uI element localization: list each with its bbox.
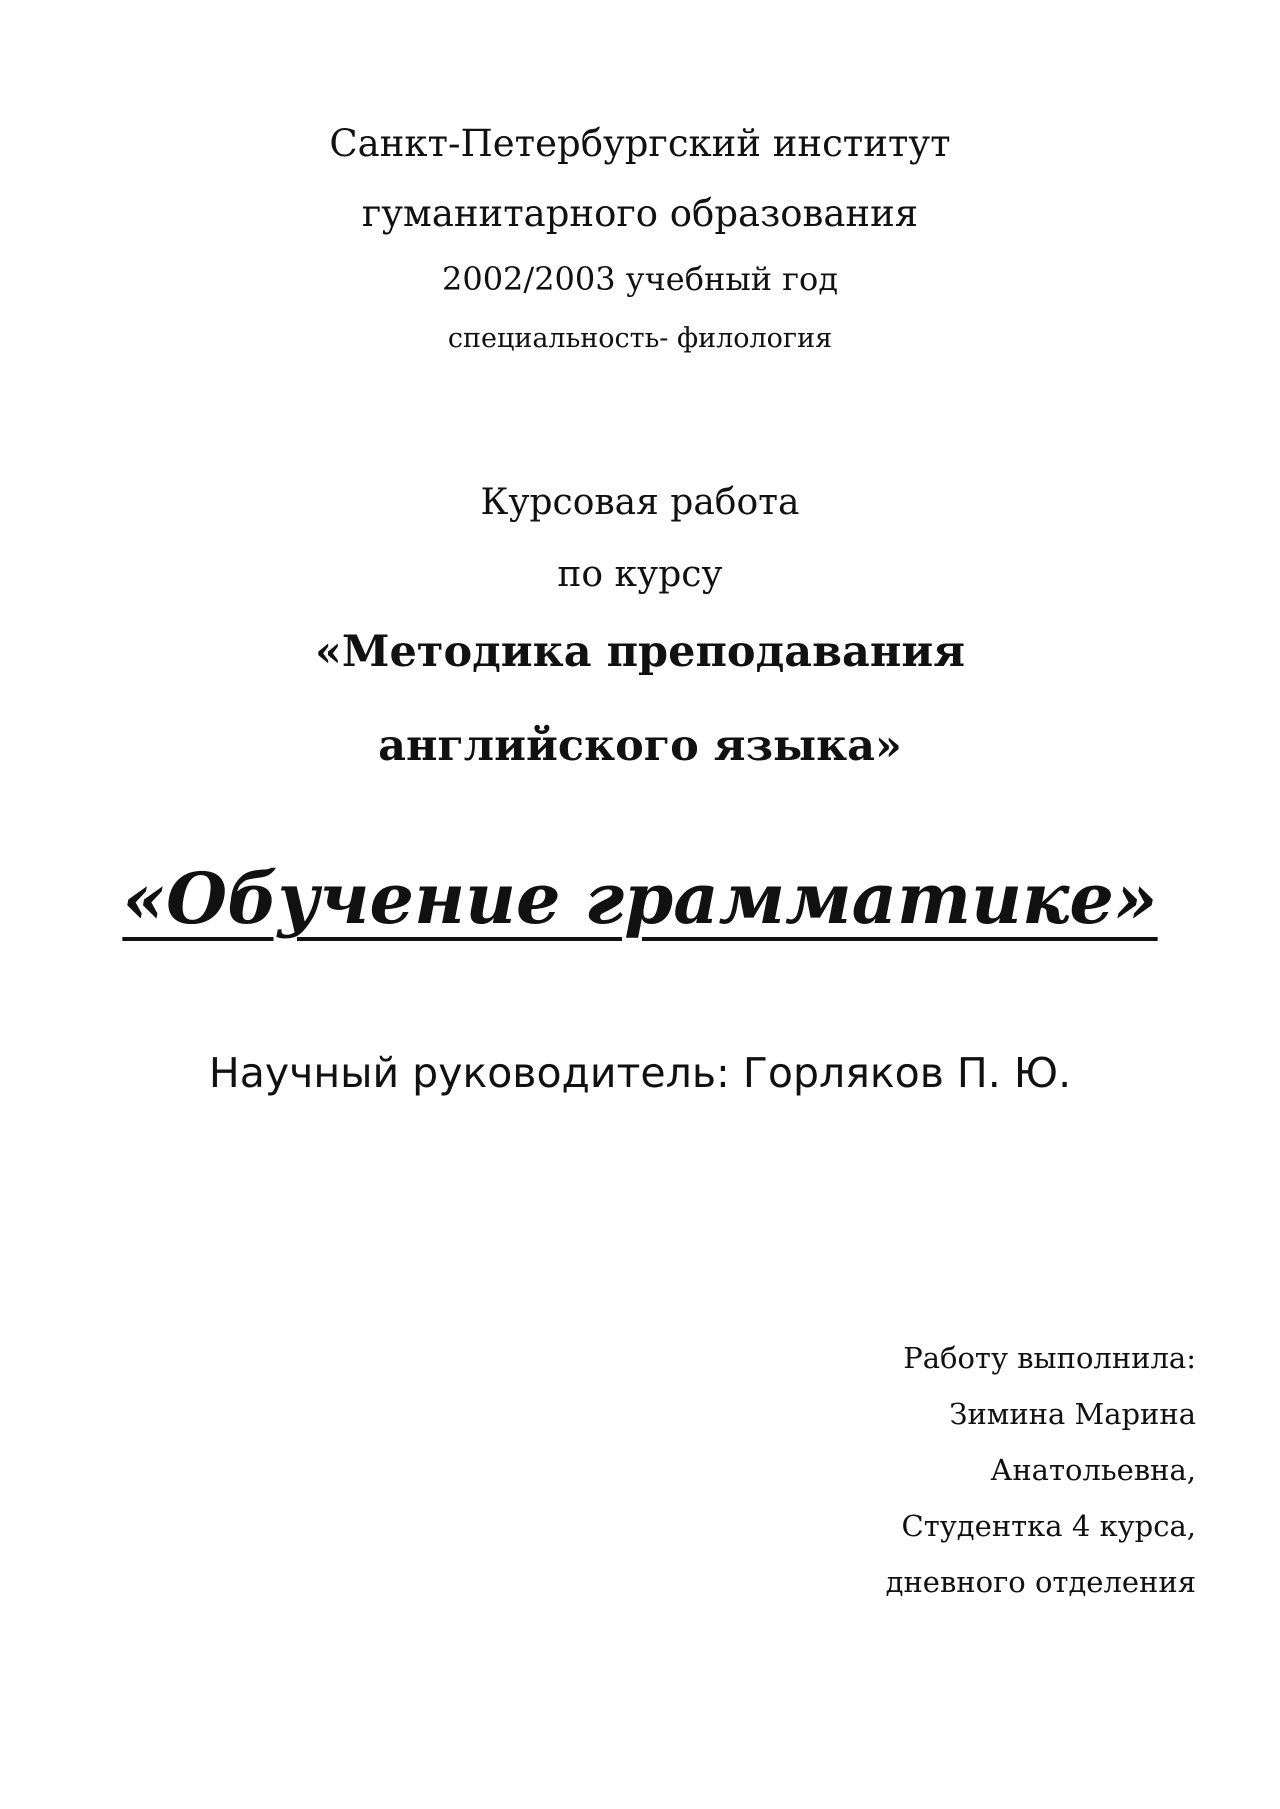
author-label: Работу выполнила: [903, 1341, 1196, 1375]
course-title-line2: английского языка» [378, 721, 902, 771]
author-student-year: Студентка 4 курса, [901, 1509, 1196, 1543]
work-type: Курсовая работа [480, 482, 800, 523]
topic-heading [0, 857, 1280, 941]
institute-name-line1: Санкт-Петербургский институт [329, 122, 951, 165]
academic-year: 2002/2003 учебный год [441, 260, 839, 298]
author-name-line1: Зимина Марина [949, 1397, 1196, 1431]
course-title-line1: «Методика преподавания [314, 627, 966, 677]
institute-name-line2: гуманитарного образования [361, 192, 919, 235]
course-prefix: по курсу [557, 554, 723, 595]
advisor-line: Научный руководитель: Горляков П. Ю. [208, 1049, 1072, 1097]
author-department: дневного отделения [885, 1565, 1196, 1599]
specialty: специальность- филология [447, 323, 833, 354]
author-name-line2: Анатольевна, [990, 1453, 1196, 1487]
topic-text: «Обучение грамматике» [122, 857, 1158, 940]
author-block [886, 1330, 1196, 1610]
